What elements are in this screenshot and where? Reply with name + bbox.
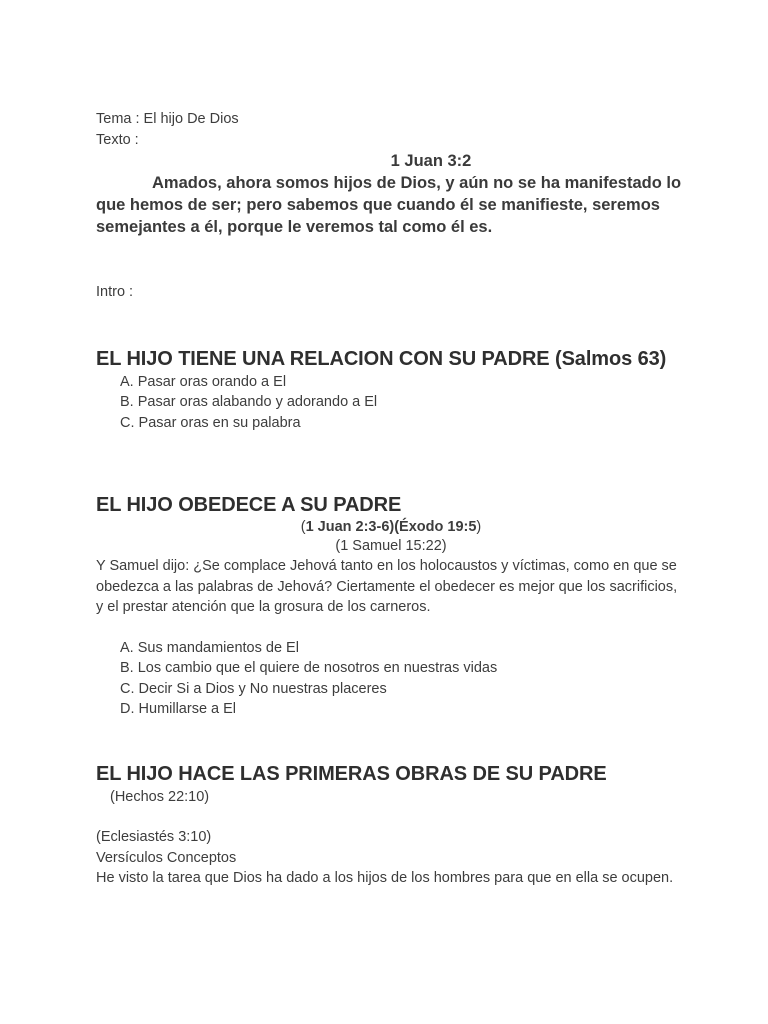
topic-line: Tema : El hijo De Dios: [96, 111, 239, 127]
ref-open: (: [300, 519, 306, 535]
section2-list: [96, 638, 686, 720]
list-item: C. Pasar oras en su palabra: [120, 414, 301, 431]
text-label: Texto :: [96, 131, 139, 148]
scripture-reference-samuel: (1 Samuel 15:22): [335, 538, 447, 554]
section-heading-obedece: EL HIJO OBEDECE A SU PADRE: [96, 494, 402, 516]
ref-bold: 1 Juan 2:3-6)(Éxodo 19:5: [305, 519, 477, 535]
list-item: B. Los cambio que el quiere de nosotros en nuestras vidas: [120, 660, 498, 676]
scripture-references: [96, 518, 686, 537]
list-item: A. Sus mandamientos de El: [120, 639, 299, 656]
samuel-quote: Y Samuel dijo: ¿Se complace Jehová tanto en los holocaustos y víctimas, como en que se obedezca a las palabras de Jehová? Ciertamente el obedecer es mejor que los sacrificios, y el prestar atención que la grosura de los carneros.: [96, 558, 678, 615]
list-item: C. Decir Si a Dios y No nuestras placeres: [120, 680, 387, 697]
ref-close: ): [476, 519, 482, 535]
section-heading-relacion: EL HIJO TIENE UNA RELACION CON SU PADRE (Salmos 63): [96, 347, 667, 370]
list-item: A. Pasar oras orando a El: [120, 373, 287, 390]
section1-list: [96, 372, 686, 434]
scripture-reference-eclesiastes: (Eclesiastés 3:10): [96, 829, 212, 845]
scripture-reference-hechos: (Hechos 22:10): [110, 788, 210, 805]
section-subtitle: Versículos Conceptos: [96, 849, 237, 866]
list-item: D. Humillarse a El: [120, 701, 237, 717]
document-page: [96, 109, 686, 889]
verse-text: Amados, ahora somos hijos de Dios, y aún no se ha manifestado lo que hemos de ser; pero sabemos que cuando él se manifieste, seremos semejantes a él, porque le veremos tal como él es.: [96, 174, 682, 236]
list-item: B. Pasar oras alabando y adorando a El: [120, 394, 378, 410]
eclesiastes-text: He visto la tarea que Dios ha dado a los hijos de los hombres para que en ella se ocupen.: [96, 870, 674, 886]
section-heading-obras: EL HIJO HACE LAS PRIMERAS OBRAS DE SU PADRE: [96, 762, 607, 785]
verse-reference: 1 Juan 3:2: [390, 152, 472, 170]
intro-label: Intro :: [96, 284, 134, 300]
